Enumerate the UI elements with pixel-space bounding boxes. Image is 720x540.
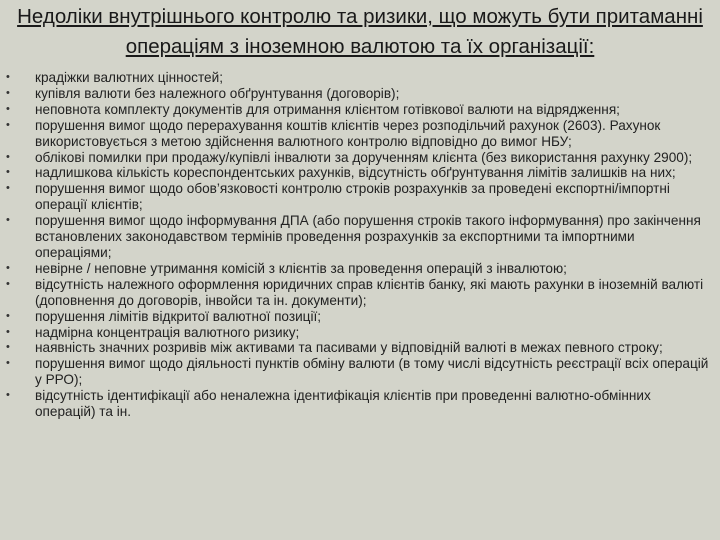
list-item-text: порушення вимог щодо обов’язковості контролю строків розрахунків за проведені експортні/імпортні операції клієнтів; [35, 181, 670, 213]
list-item-text: відсутність належного оформлення юридичних справ клієнтів банку, які мають рахунки в іноземній валюті (доповнення до договорів, інвойси та ін. документи); [35, 276, 704, 308]
bullet-icon: • [6, 341, 10, 354]
list-item-text: невірне / неповне утримання комісій з клієнтів за проведення операцій з інвалютою; [35, 260, 567, 276]
bullet-icon: • [6, 261, 10, 274]
list-item-text: купівля валюти без належного обґрунтування (договорів); [35, 85, 400, 101]
list-item [0, 86, 720, 102]
list-item-text: відсутність ідентифікації або неналежна ідентифікація клієнтів при проведенні валютно-обмінних операцій) та ін. [35, 388, 651, 420]
list-item [0, 213, 720, 261]
list-item-text: порушення лімітів відкритої валютної позиції; [35, 308, 322, 324]
bullet-icon: • [6, 71, 10, 83]
bullet-icon: • [6, 86, 10, 99]
bullet-icon: • [6, 325, 10, 338]
list-item [0, 309, 720, 325]
bullet-icon: • [6, 166, 10, 179]
list-item [0, 181, 720, 213]
list-item [0, 388, 720, 420]
risk-list [0, 70, 720, 420]
list-item [0, 102, 720, 118]
list-item-text: крадіжки валютних цінностей; [35, 70, 223, 85]
bullet-icon: • [6, 102, 10, 115]
bullet-icon: • [6, 389, 10, 402]
list-item [0, 165, 720, 181]
bullet-icon: • [6, 118, 10, 131]
list-item-text: надмірна концентрація валютного ризику; [35, 324, 300, 340]
list-item-text: порушення вимог щодо діяльності пунктів обміну валюти (в тому числі відсутність реєстрації всіх операцій у РРО); [35, 356, 709, 388]
list-item [0, 325, 720, 341]
bullet-icon: • [6, 309, 10, 322]
bullet-icon: • [6, 277, 10, 290]
list-item [0, 340, 720, 356]
list-item [0, 356, 720, 388]
list-item [0, 118, 720, 150]
list-item [0, 70, 720, 86]
list-item-text: порушення вимог щодо перерахування коштів клієнтів через розподільчий рахунок (2603). Рахунок використовується з метою здійснення валютного контролю відповідно до вимог НБУ; [35, 117, 661, 149]
list-item [0, 261, 720, 277]
list-item-text: наявність значних розривів між активами та пасивами у відповідній валюті в межах певного строку; [35, 340, 663, 356]
bullet-icon: • [6, 182, 10, 195]
bullet-icon: • [6, 150, 10, 163]
list-item [0, 277, 720, 309]
list-item [0, 150, 720, 166]
list-item-text: облікові помилки при продажу/купівлі інвалюти за дорученням клієнта (без використання рахунку 2900); [35, 149, 693, 165]
list-item-text: порушення вимог щодо інформування ДПА (або порушення строків такого інформування) про закінчення встановлених законодавством термінів проведення розрахунків за експортними та імпортними операціями; [35, 213, 701, 260]
bullet-icon: • [6, 357, 10, 370]
list-item-text: неповнота комплекту документів для отримання клієнтом готівкової валюти на відрядження; [35, 101, 620, 117]
slide-title: Недоліки внутрішнього контролю та ризики, що можуть бути притаманні операціям з іноземною валютою та їх організації: [17, 5, 703, 58]
list-item-text: надлишкова кількість кореспондентських рахунків, відсутність обґрунтування лімітів залишків на них; [35, 165, 676, 181]
bullet-icon: • [6, 214, 10, 227]
